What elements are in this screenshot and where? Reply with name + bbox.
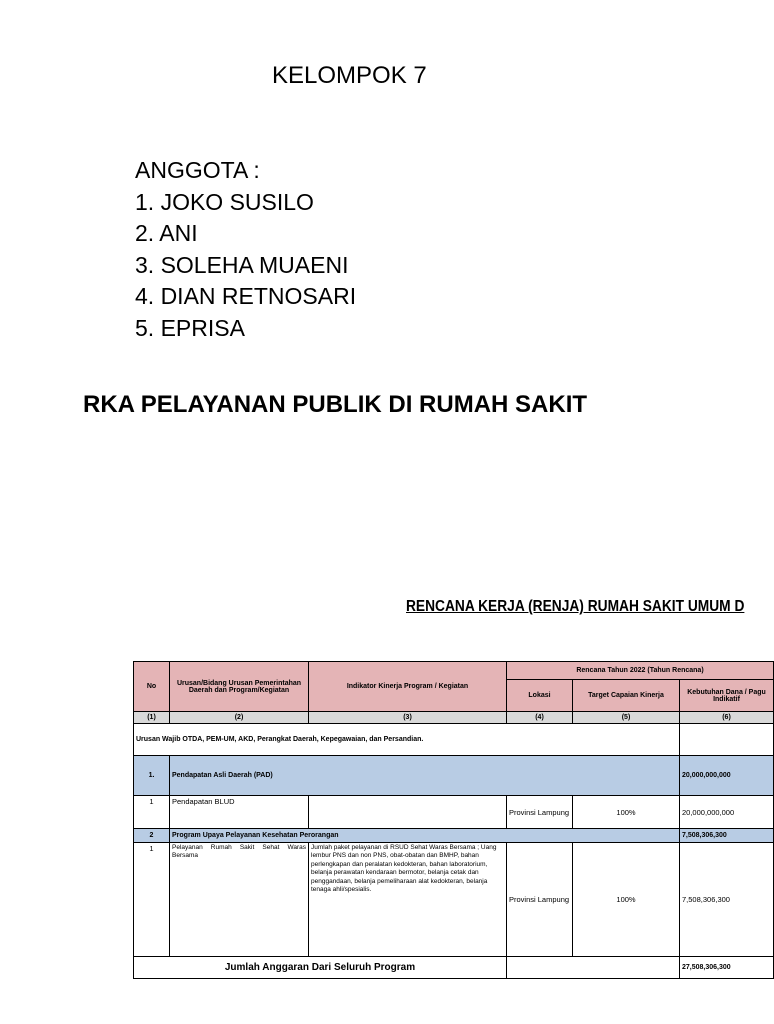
- renja-table: [133, 661, 774, 979]
- header-target: Target Capaian Kinerja: [573, 680, 680, 712]
- item-name: Pendapatan BLUD: [170, 796, 309, 829]
- section-no: 1.: [134, 756, 170, 796]
- renja-table-clip: [133, 661, 766, 991]
- item-lokasi: Provinsi Lampung: [507, 796, 573, 829]
- item-no: 1: [134, 843, 170, 957]
- item-indikator: [309, 796, 507, 829]
- renja-title: RENCANA KERJA (RENJA) RUMAH SAKIT UMUM D: [406, 598, 745, 615]
- group-title: KELOMPOK 7: [272, 62, 427, 89]
- section-name: Program Upaya Pelayanan Kesehatan Perorangan: [170, 829, 680, 843]
- member-item: 5. EPRISA: [135, 314, 245, 341]
- total-empty: [507, 957, 680, 979]
- col-number: (3): [309, 712, 507, 724]
- header-urusan: Urusan/Bidang Urusan Pemerintahan Daerah dan Program/Kegiatan: [170, 662, 309, 712]
- item-indikator: Jumlah paket pelayanan di RSUD Sehat Waras Bersama ; Uang lembur PNS dan non PNS, obat-obatan dan BMHP, bahan perlengkapan dan peralatan kedokteran, bahan laboratorium, belanja perawatan kendaraan bermotor, belanja cetak dan penggandaan, belanja pemeliharaan alat kedokteran, belanja tenaga ahli/spesialis.: [309, 843, 507, 957]
- urusan-row-empty: [680, 724, 774, 756]
- member-item: 4. DIAN RETNOSARI: [135, 283, 357, 310]
- header-lokasi: Lokasi: [507, 680, 573, 712]
- item-lokasi: Provinsi Lampung: [507, 843, 573, 957]
- document-title: RKA PELAYANAN PUBLIK DI RUMAH SAKIT: [83, 391, 588, 418]
- header-indikator: Indikator Kinerja Program / Kegiatan: [309, 662, 507, 712]
- header-no: No: [134, 662, 170, 712]
- item-target: 100%: [573, 796, 680, 829]
- header-rencana: Rencana Tahun 2022 (Tahun Rencana): [507, 662, 774, 680]
- urusan-row: Urusan Wajib OTDA, PEM-UM, AKD, Perangkat Daerah, Kepegawaian, dan Persandian.: [134, 724, 680, 756]
- col-number: (4): [507, 712, 573, 724]
- section-amount: 20,000,000,000: [680, 756, 774, 796]
- total-amount: 27,508,306,300: [680, 957, 774, 979]
- section-no: 2: [134, 829, 170, 843]
- item-amount: 7,508,306,300: [680, 843, 774, 957]
- section-amount: 7,508,306,300: [680, 829, 774, 843]
- header-kebutuhan: Kebutuhan Dana / Pagu Indikatif: [680, 680, 774, 712]
- col-number: (2): [170, 712, 309, 724]
- col-number: (1): [134, 712, 170, 724]
- col-number: (5): [573, 712, 680, 724]
- item-target: 100%: [573, 843, 680, 957]
- item-name: Pelayanan Rumah Sakit Sehat Waras Bersama: [170, 843, 309, 957]
- member-list-label: ANGGOTA :: [135, 157, 260, 183]
- section-name: Pendapatan Asli Daerah (PAD): [170, 756, 680, 796]
- member-item: 1. JOKO SUSILO: [135, 188, 314, 215]
- total-label: Jumlah Anggaran Dari Seluruh Program: [134, 957, 507, 979]
- member-item: 2. ANI: [135, 220, 198, 247]
- renja-title-clip: [0, 590, 755, 630]
- member-item: 3. SOLEHA MUAENI: [135, 251, 349, 278]
- member-list: [135, 155, 356, 345]
- item-amount: 20,000,000,000: [680, 796, 774, 829]
- item-no: 1: [134, 796, 170, 829]
- col-number: (6): [680, 712, 774, 724]
